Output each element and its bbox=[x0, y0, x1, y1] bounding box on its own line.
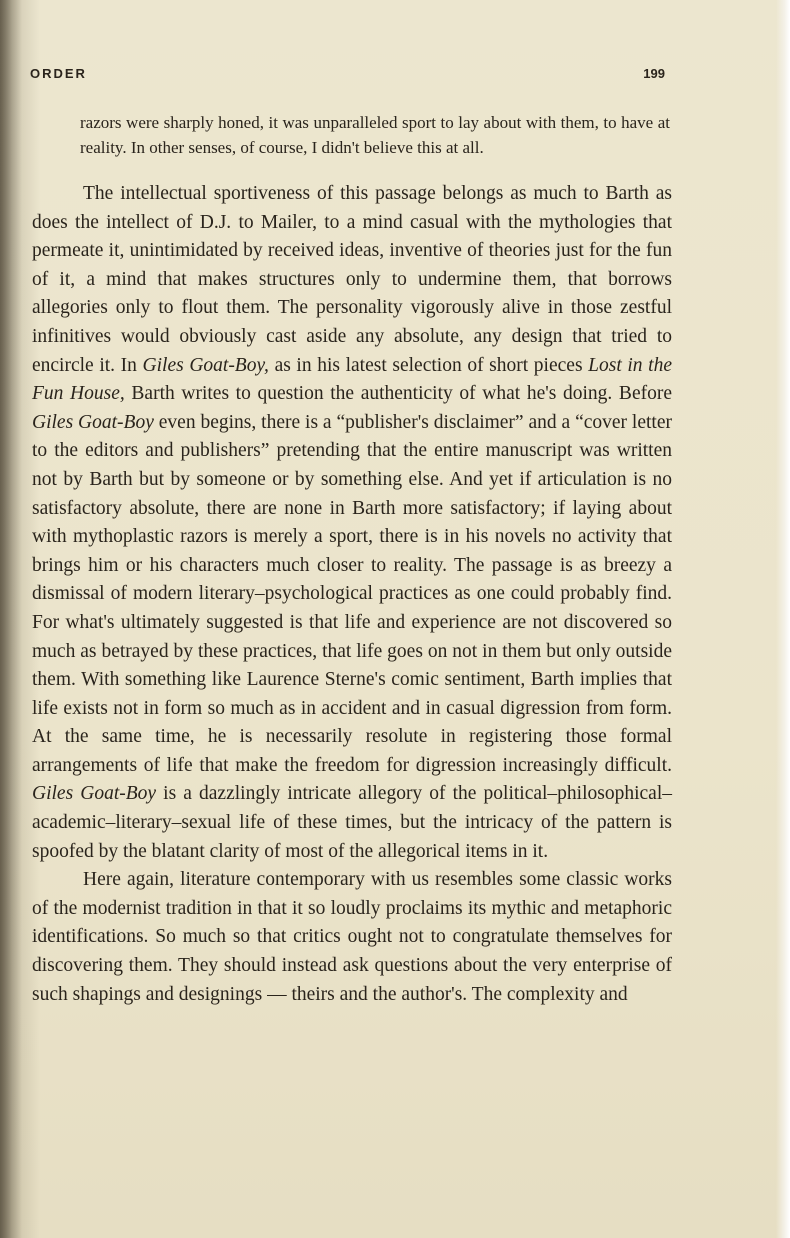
paragraph-text: Barth writes to question the authenticity of what he's doing. Before bbox=[124, 383, 672, 405]
paragraph bbox=[32, 180, 672, 866]
page-edge bbox=[776, 0, 790, 1238]
paragraph: Here again, literature contemporary with us resembles some classic works of the modernist tradition in that it so loudly proclaims its mythic and metaphoric identifications. So much so that critics ought not to congratulate themselves for discovering them. They should instead ask questions about the very enterprise of such shapings and designings — theirs and the author's. The complexity and bbox=[32, 869, 672, 1005]
page-number: 199 bbox=[643, 66, 665, 81]
book-title: Giles Goat-Boy, bbox=[142, 354, 269, 376]
book-title: Lost in the Fun House, bbox=[32, 354, 672, 405]
paragraph-text: is a dazzlingly intricate allegory of the political–philosophical–academic–literary–sexual life of these times, but the intricacy of the pattern is spoofed by the blatant clarity of most of the allegorical items in it. bbox=[32, 783, 672, 862]
paragraph-text: The intellectual sportiveness of this passage belongs as much to Barth as does the intellect of D.J. to Mailer, to a mind casual with the mythologies that permeate it, unintimidated by received ideas, inventive of theories just for the fun of it, a mind that makes structures only to undermine them, that borrows allegories only to flout them. The personality vigorously alive in those zestful infinitives would obviously cast aside any absolute, any design that tried to encircle it. In bbox=[32, 183, 672, 376]
section-title: ORDER bbox=[30, 66, 87, 81]
block-quote-continuation: razors were sharply honed, it was unparalleled sport to lay about with them, to have at reality. In other senses, of course, I didn't believe this at all. bbox=[80, 113, 670, 157]
body-text bbox=[32, 110, 672, 1009]
gutter-shadow bbox=[0, 0, 22, 1238]
running-head bbox=[30, 66, 665, 88]
book-title: Giles Goat-Boy bbox=[32, 411, 154, 433]
paragraph-text: even begins, there is a “publisher's disclaimer” and a “cover letter to the editors and publishers” pretending that the entire manuscript was written not by Barth but by someone or by something else. And yet if articulation is no satisfactory absolute, there are none in Barth more satisfactory; if laying about with mythoplastic razors is merely a sport, there is in his novels no activity that brings him or his characters much closer to reality. The passage is as breezy a dismissal of modern literary–psychological practices as one could probably find. For what's ultimately suggested is that life and experience are not discovered so much as betrayed by these practices, that life goes on not in them but only outside them. With something like Laurence Sterne's comic sentiment, Barth implies that life exists not in form so much as in accident and in casual digression from form. At the same time, he is necessarily resolute in registering those formal arrangements of life that make the freedom for digression increasingly difficult. bbox=[32, 411, 672, 776]
paragraph-text: as in his latest selection of short pieces bbox=[268, 354, 589, 376]
book-title: Giles Goat-Boy bbox=[32, 783, 157, 805]
